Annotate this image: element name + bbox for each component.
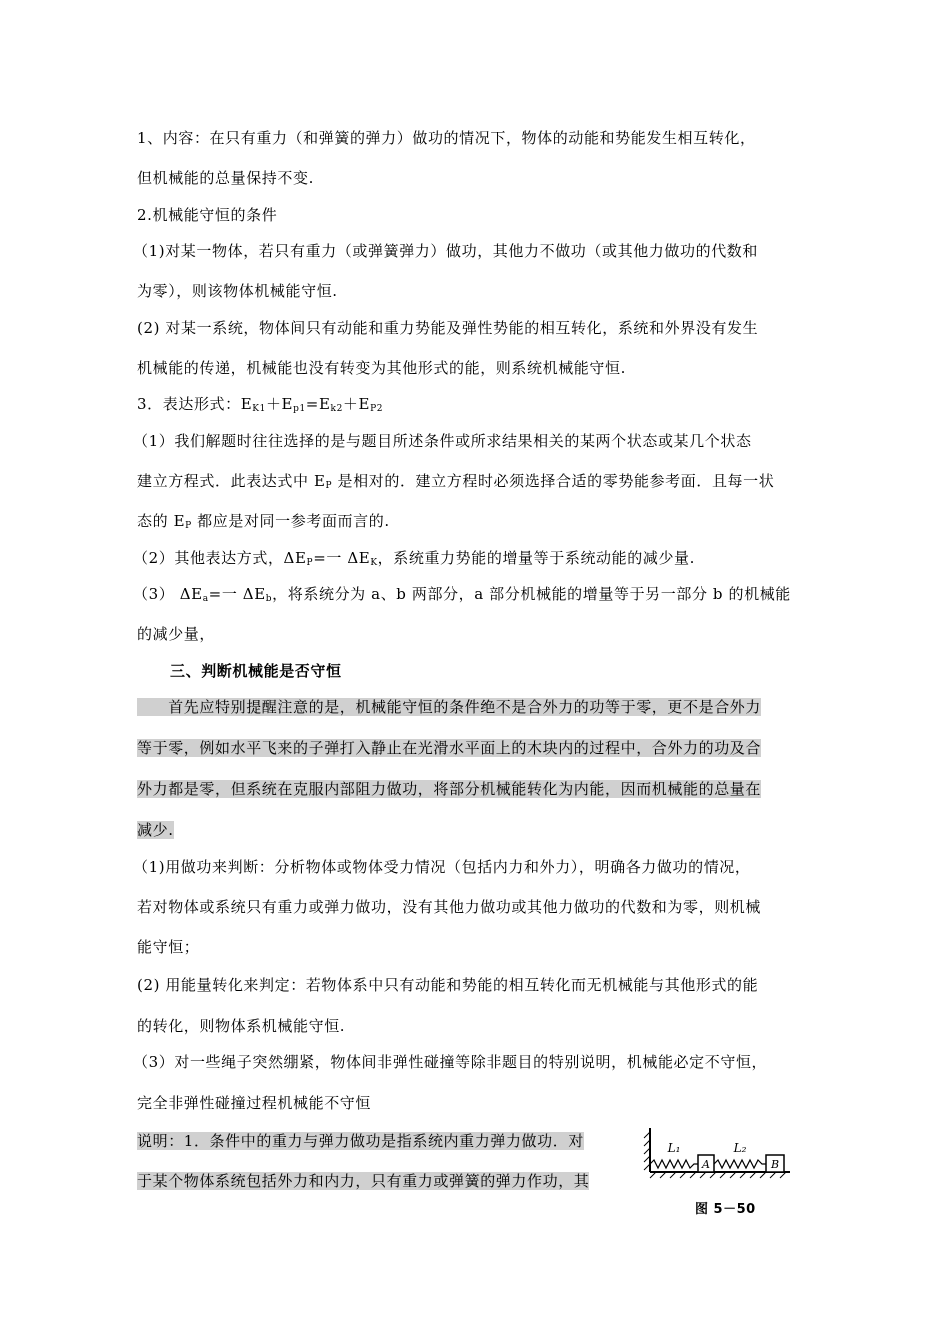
block-b-label: B: [770, 1158, 780, 1171]
highlighted-line: [137, 738, 761, 758]
highlighted-line: [137, 1131, 584, 1151]
subscript: P: [185, 521, 192, 531]
text-span: 建立方程式．此表达式中 E: [137, 472, 326, 490]
subscript: k2: [330, 404, 343, 414]
text-span: ，将系统分为 a、b 两部分，a 部分机械能的增量等于另一部分 b 的机械能: [272, 585, 791, 603]
paragraph-line: 但机械能的总量保持不变.: [137, 169, 314, 187]
highlight-text: 等于零，例如水平飞来的子弹打入静止在光滑水平面上的木块内的过程中，合外力的功及合: [137, 739, 762, 757]
paragraph-line: （3）对一些绳子突然绷紧，物体间非弹性碰撞等除非题目的特别说明，机械能必定不守恒，: [133, 1053, 768, 1071]
paragraph-line: [133, 584, 791, 609]
paragraph-line: (2) 对某一系统，物体间只有动能和重力势能及弹性势能的相互转化，系统和外界没有发生: [137, 319, 759, 337]
paragraph-line: （1)用做功来判断：分析物体或物体受力情况（包括内力和外力），明确各力做功的情况，: [133, 858, 751, 876]
text-span: =一 ΔE: [208, 585, 266, 603]
text-span: ，系统重力势能的增量等于系统动能的减少量.: [377, 549, 696, 567]
formula-text: ＋E: [265, 395, 294, 413]
paragraph-line: [137, 471, 774, 496]
paragraph-line: 为零），则该物体机械能守恒.: [137, 282, 338, 300]
highlighted-line: [137, 697, 761, 717]
paragraph-line: (2) 用能量转化来判定：若物体系中只有动能和势能的相互转化而无机械能与其他形式的能: [137, 976, 759, 994]
subscript: P: [306, 558, 314, 568]
block-a-label: A: [702, 1158, 710, 1171]
highlighted-line: [137, 1171, 589, 1191]
paragraph-line: 的减少量，: [137, 625, 216, 643]
paragraph-line: [137, 511, 390, 536]
paragraph-line: 能守恒；: [137, 938, 200, 956]
subscript: K: [370, 558, 378, 568]
formula-text: =E: [305, 395, 331, 413]
section-heading: 三、判断机械能是否守恒: [170, 662, 342, 680]
text-span: 态的 E: [137, 512, 186, 530]
paragraph-line: 1、内容：在只有重力（和弹簧的弹力）做功的情况下，物体的动能和势能发生相互转化，: [137, 129, 756, 147]
highlight-text: 减少.: [137, 821, 174, 839]
subscript: p1: [293, 404, 306, 414]
paragraph-line: （1)对某一物体，若只有重力（或弹簧弹力）做功，其他力不做功（或其他力做功的代数和: [133, 242, 758, 260]
formula-line: [137, 394, 383, 419]
paragraph-line: [133, 548, 695, 573]
text-span: 都应是对同一参考面而言的.: [191, 512, 390, 530]
subscript: P: [325, 481, 333, 491]
subscript: P2: [370, 404, 384, 414]
paragraph-line: 完全非弹性碰撞过程机械能不守恒: [137, 1094, 372, 1112]
text-span: 是相对的．建立方程时必须选择合适的零势能参考面．且每一状: [332, 472, 775, 490]
subscript: b: [265, 594, 273, 604]
text-span: =一 ΔE: [313, 549, 371, 567]
subscript: K1: [252, 404, 266, 414]
highlight-text: 说明：1．条件中的重力与弹力做功是指系统内重力弹力做功．对: [137, 1132, 584, 1150]
spring-l2-label: L₂: [733, 1141, 747, 1155]
paragraph-line: 若对物体或系统只有重力或弹力做功，没有其他力做功或其他力做功的代数和为零，则机械: [137, 898, 762, 916]
highlight-text: 于某个物体系统包括外力和内力，只有重力或弹簧的弹力作功，其: [137, 1172, 590, 1190]
spring-l1-label: L₁: [667, 1141, 681, 1155]
highlight-text: 外力都是零，但系统在克服内部阻力做功，将部分机械能转化为内能，因而机械能的总量在: [137, 780, 762, 798]
paragraph-line: 的转化，则物体系机械能守恒.: [137, 1017, 346, 1035]
section-heading: 2.机械能守恒的条件: [137, 206, 278, 224]
highlighted-line: [137, 779, 761, 799]
paragraph-line: （1）我们解题时往往选择的是与题目所述条件或所求结果相关的某两个状态或某几个状态: [133, 432, 752, 450]
text-span: （2）其他表达方式，ΔE: [133, 549, 307, 567]
formula-text: 3．表达形式：E: [137, 395, 253, 413]
figure-caption: 图 5－50: [695, 1202, 756, 1217]
paragraph-line: 机械能的传递，机械能也没有转变为其他形式的能，则系统机械能守恒.: [137, 359, 626, 377]
spring-diagram: [640, 1120, 800, 1195]
text-span: （3） ΔE: [133, 585, 203, 603]
subscript: a: [202, 594, 209, 604]
highlighted-line: [137, 820, 174, 840]
formula-text: ＋E: [342, 395, 371, 413]
highlight-text: 首先应特别提醒注意的是，机械能守恒的条件绝不是合外力的功等于零，更不是合外力: [137, 698, 762, 716]
